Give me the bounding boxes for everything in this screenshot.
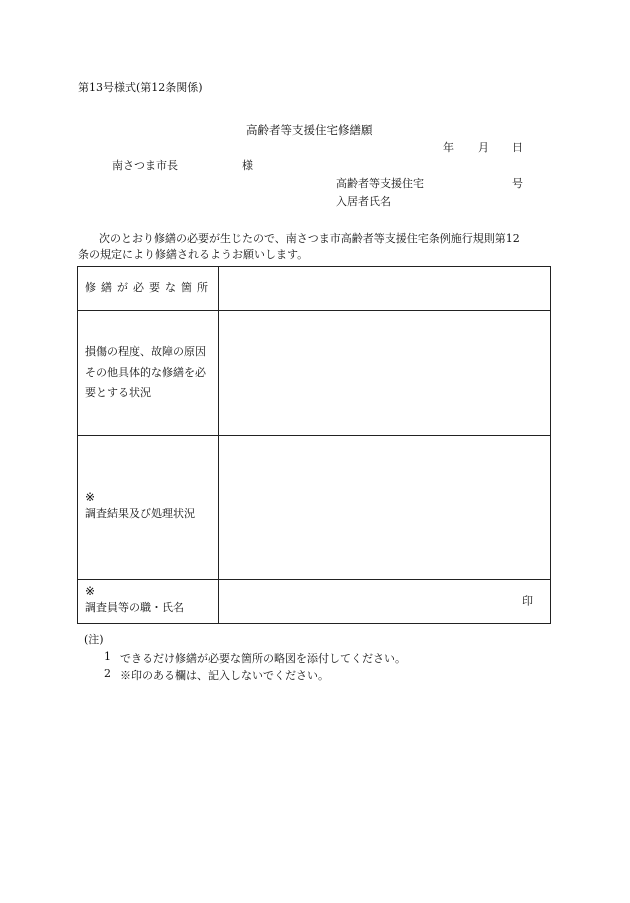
form-number: 第13号様式(第12条関係) <box>78 81 203 94</box>
repair-location-label: 修繕が必要な箇所 <box>78 267 219 311</box>
damage-situation-label <box>78 311 219 436</box>
date-day-label: 日 <box>512 141 523 154</box>
damage-situation-label-line: 損傷の程度、故障の原因 <box>85 344 206 358</box>
addressee-honorific: 様 <box>242 159 253 172</box>
investigator-label <box>78 580 219 624</box>
notes-heading: (注) <box>84 633 104 646</box>
table-row <box>78 436 551 580</box>
addressee-name: 南さつま市長 <box>112 159 178 172</box>
investigation-result-label-text: 調査結果及び処理状況 <box>85 507 195 521</box>
official-use-mark: ※ <box>85 489 96 504</box>
investigator-field[interactable] <box>219 580 551 624</box>
housing-number-label: 号 <box>512 177 523 190</box>
date-year-label: 年 <box>443 141 454 154</box>
investigation-result-label <box>78 436 219 580</box>
document-title: 高齢者等支援住宅修繕願 <box>246 123 373 137</box>
note-number: 2 <box>104 667 111 680</box>
damage-situation-field[interactable] <box>219 311 551 436</box>
seal-mark: 印 <box>522 594 533 608</box>
table-row <box>78 580 551 624</box>
intro-line-1: 次のとおり修繕の必要が生じたので、南さつま市高齢者等支援住宅条例施行規則第12 <box>99 232 520 245</box>
investigator-label-text: 調査員等の職・氏名 <box>85 601 184 615</box>
investigation-result-field[interactable] <box>219 436 551 580</box>
official-use-mark: ※ <box>85 583 96 598</box>
note-text: できるだけ修繕が必要な箇所の略図を添付してください。 <box>120 652 406 665</box>
housing-label: 高齢者等支援住宅 <box>336 177 424 190</box>
note-number: 1 <box>104 650 111 663</box>
table-row <box>78 267 551 311</box>
damage-situation-label-line: 要とする状況 <box>85 386 151 400</box>
repair-location-field[interactable] <box>219 267 551 311</box>
date-month-label: 月 <box>478 141 489 154</box>
table-row <box>78 311 551 436</box>
resident-name-label: 入居者氏名 <box>336 195 391 208</box>
damage-situation-label-line: その他具体的な修繕を必 <box>85 365 206 379</box>
intro-line-2: 条の規定により修繕されるようお願いします。 <box>78 248 309 261</box>
request-table <box>77 266 551 624</box>
note-text: ※印のある欄は、記入しないでください。 <box>120 669 329 682</box>
